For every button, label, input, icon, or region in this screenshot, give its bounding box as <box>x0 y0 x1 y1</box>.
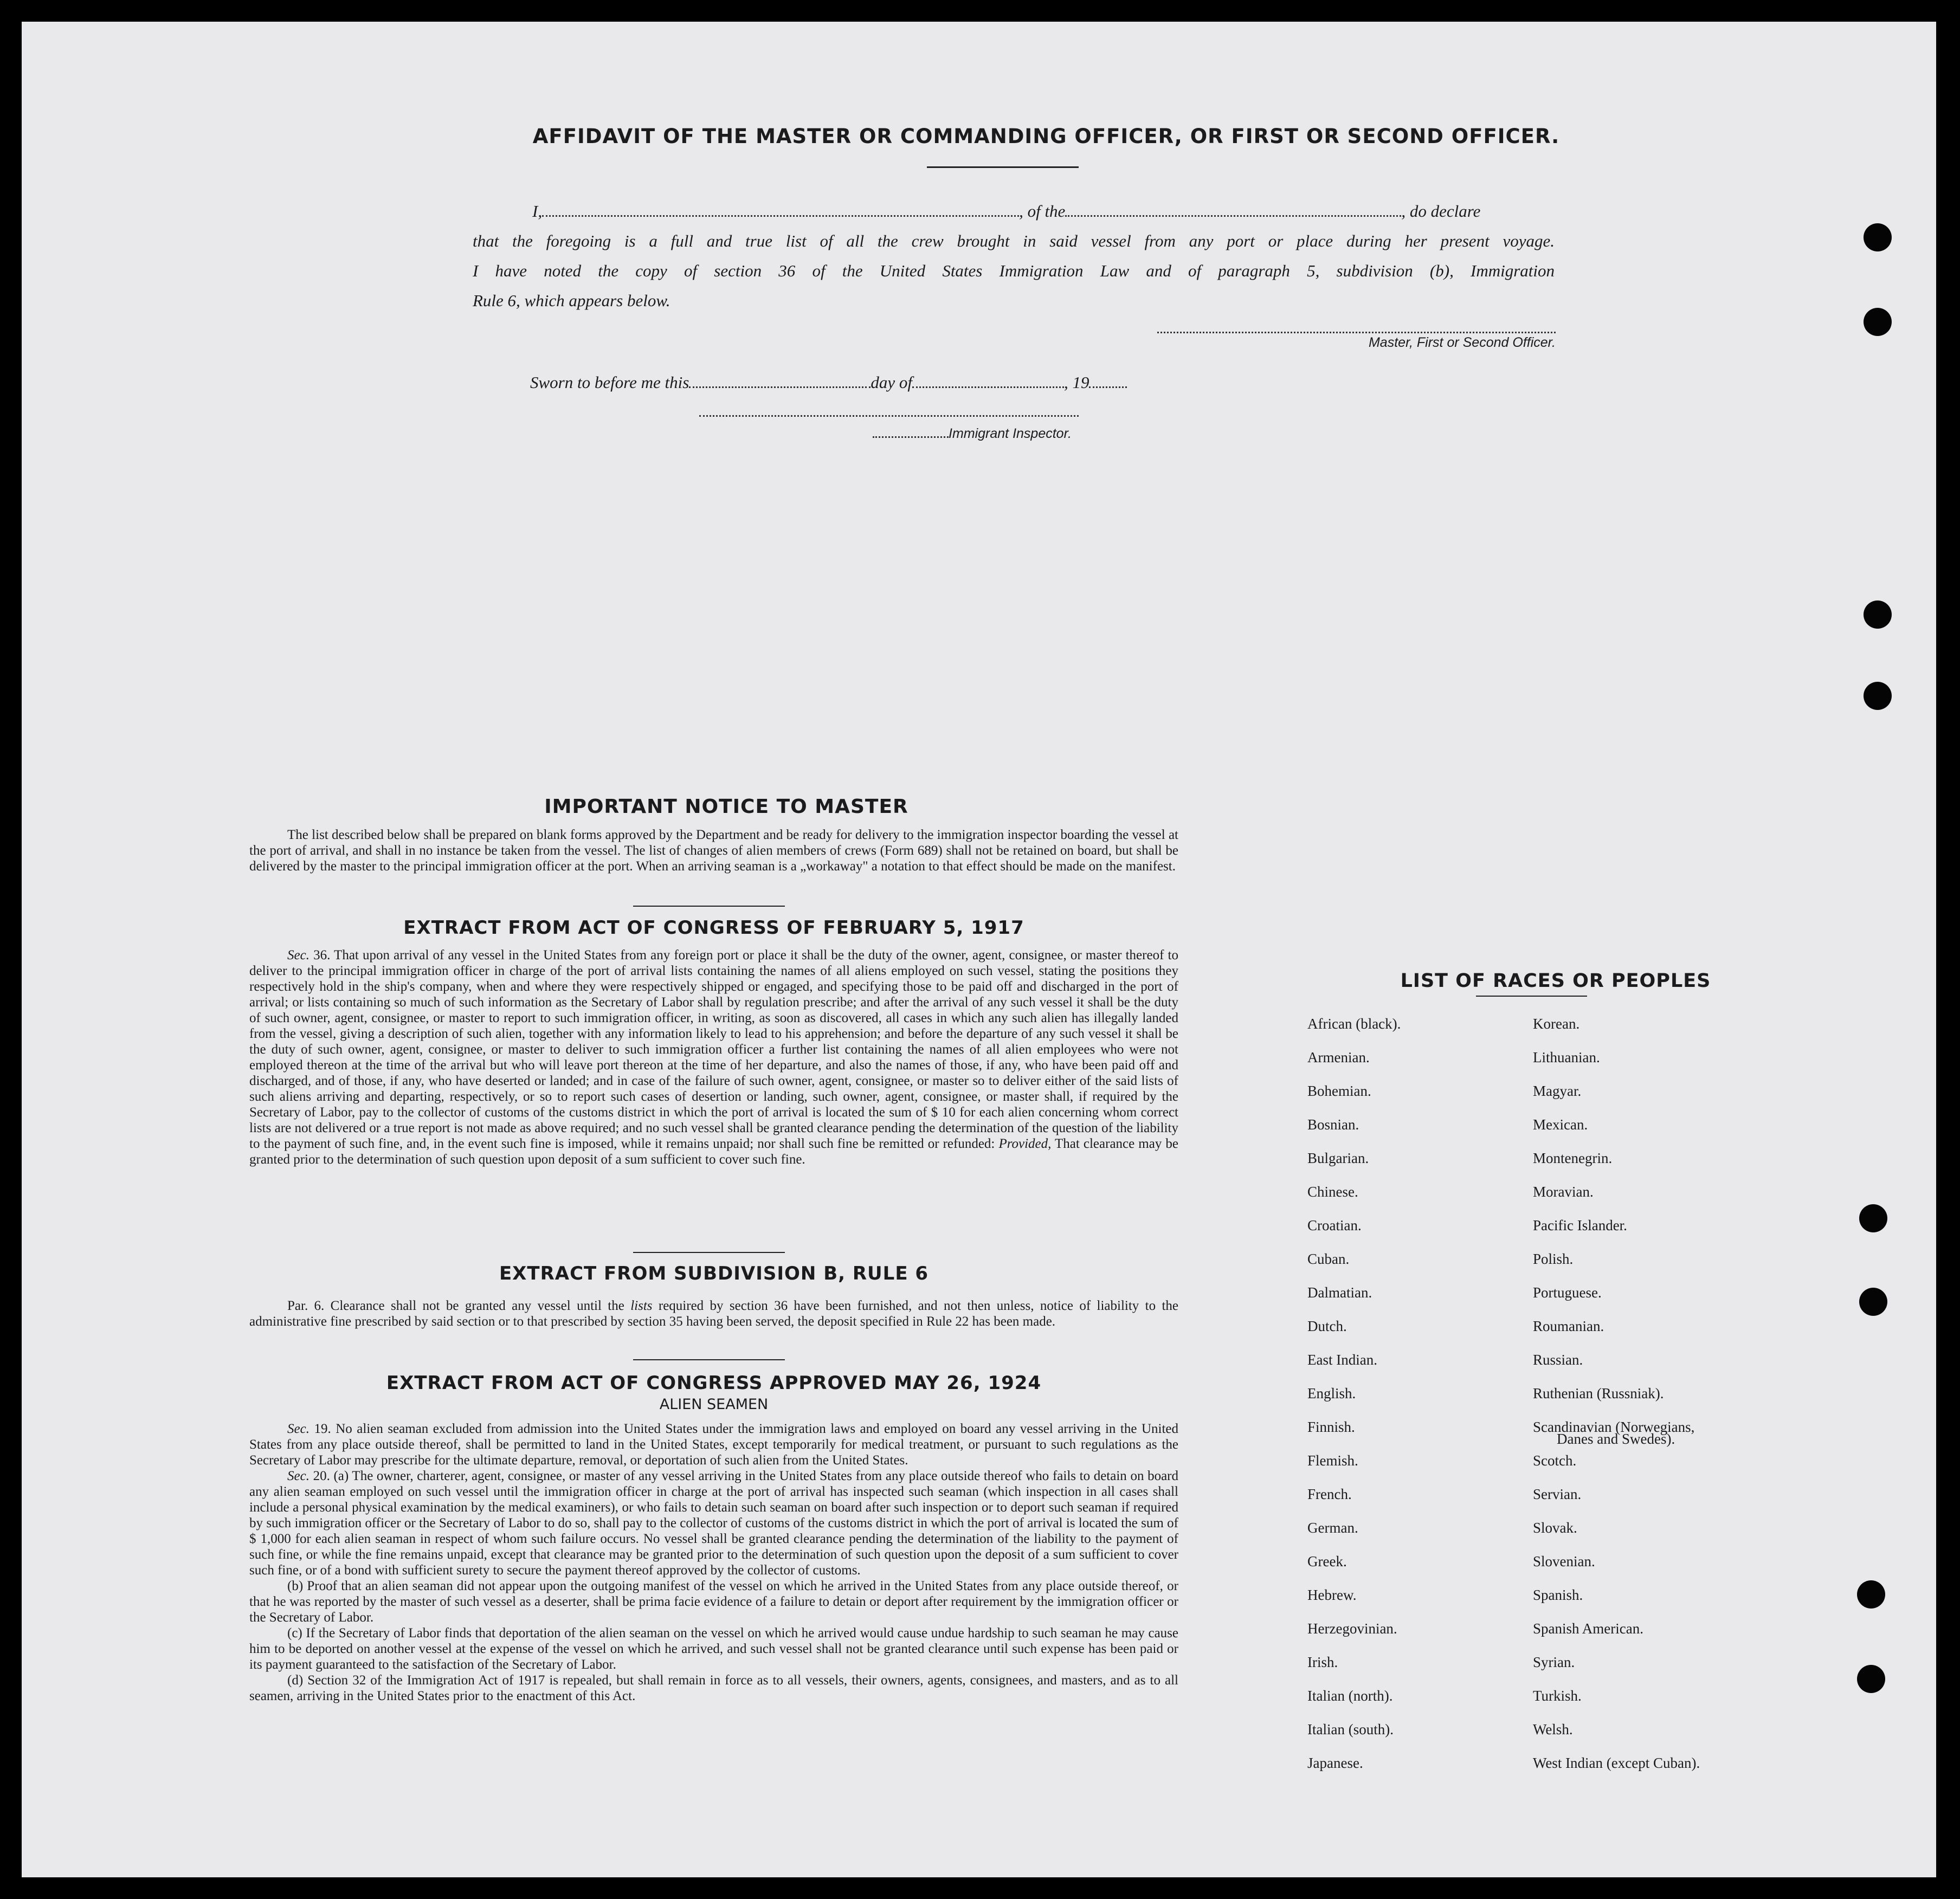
extract-rule6-rule <box>633 1359 785 1360</box>
race-item: Mexican. <box>1533 1116 1588 1133</box>
race-item: Pacific Islander. <box>1533 1217 1627 1233</box>
notice-text: The list described below shall be prepared on blank forms approved by the Department and be ready for delivery to the immigration inspector boarding the vessel at the port of arrival, and shall in no instance be taken from the vessel. The list of changes of alien members of crews (Form 689) shall not be retained on board, but shall be delivered by the master to the principal immigration officer at the port. When an arriving seaman is a „workaway" a notation to that effect should be made on the manifest. <box>249 828 1178 874</box>
race-item: Moravian. <box>1533 1184 1594 1200</box>
race-item: Bulgarian. <box>1307 1150 1369 1166</box>
affidavit-line-4: Rule 6, which appears below. <box>473 291 670 310</box>
race-item: Magyar. <box>1533 1083 1582 1099</box>
binder-hole <box>1859 1204 1887 1232</box>
race-item: Russian. <box>1533 1352 1583 1368</box>
race-item: Portuguese. <box>1533 1284 1602 1301</box>
race-item: Armenian. <box>1307 1049 1370 1065</box>
affidavit-i-label: I, <box>532 202 543 221</box>
races-title-rule <box>1476 996 1587 997</box>
affidavit-title: AFFIDAVIT OF THE MASTER OR COMMANDING OFFICER, OR FIRST OR SECOND OFFICER. <box>532 125 1560 148</box>
race-item: West Indian (except Cuban). <box>1533 1755 1700 1771</box>
race-item: Dutch. <box>1307 1318 1347 1334</box>
extract-1917-title: EXTRACT FROM ACT OF CONGRESS OF FEBRUARY 5, 1917 <box>403 917 1024 939</box>
extract-1924-title: EXTRACT FROM ACT OF CONGRESS APPROVED MAY 26, 1924 <box>386 1372 1042 1394</box>
master-signature-label: Master, First or Second Officer. <box>1368 335 1556 350</box>
binder-hole <box>1857 1665 1885 1693</box>
sec-36-end: That clearance may be granted prior to the determination of such question upon deposit of a sum sufficient to cover such fine. <box>249 1136 1178 1167</box>
lists-label: lists <box>630 1299 653 1313</box>
affidavit-declare-label: , do declare <box>1401 202 1481 221</box>
affidavit-line-2: that the foregoing is a full and true list of all the crew brought in said vessel from any port or place during her present voyage. <box>473 231 1555 250</box>
race-item: Irish. <box>1307 1654 1338 1670</box>
notice-rule <box>633 906 785 907</box>
affidavit-title-rule <box>927 166 1079 168</box>
sworn-day-field[interactable] <box>689 386 871 388</box>
race-item: Chinese. <box>1307 1184 1358 1200</box>
race-item: Spanish American. <box>1533 1620 1643 1637</box>
race-item: Slovenian. <box>1533 1553 1595 1569</box>
race-item: African (black). <box>1307 1016 1401 1032</box>
race-item: Bohemian. <box>1307 1083 1371 1099</box>
race-item: Lithuanian. <box>1533 1049 1600 1065</box>
race-item: Spanish. <box>1533 1587 1583 1603</box>
sec-36-label: Sec. <box>287 948 310 963</box>
extract-rule6-block <box>249 1298 1178 1329</box>
races-title: LIST OF RACES OR PEOPLES <box>1400 970 1711 992</box>
affidavit-line-1 <box>473 196 1555 226</box>
binder-hole <box>1864 600 1892 629</box>
sworn-month-field[interactable] <box>912 386 1064 388</box>
race-item: German. <box>1307 1520 1358 1536</box>
extract-1917-block <box>249 947 1178 1167</box>
inspector-label: Immigrant Inspector. <box>949 426 1072 441</box>
sec-19-label: Sec. <box>287 1422 310 1436</box>
race-item: Japanese. <box>1307 1755 1363 1771</box>
race-item: Korean. <box>1533 1016 1580 1032</box>
race-item: Montenegrin. <box>1533 1150 1613 1166</box>
race-item: Ruthenian (Russniak). <box>1533 1385 1664 1401</box>
race-item: Roumanian. <box>1533 1318 1604 1334</box>
affidavit-of-label: , of the <box>1019 202 1066 221</box>
race-item: Croatian. <box>1307 1217 1362 1233</box>
race-item: Finnish. <box>1307 1419 1355 1435</box>
par6-b: required by section 36 have been furnished, and not then unless, notice of liability to the administrative fine prescribed by said section or to that prescribed by section 35 having been served, the deposit specified in Rule 22 has been made. <box>249 1299 1179 1329</box>
race-item: Italian (north). <box>1307 1688 1393 1704</box>
sworn-label: Sworn to before me this <box>530 373 689 392</box>
sec-19-text <box>249 1421 1178 1468</box>
notice-text-block <box>249 827 1178 874</box>
binder-hole <box>1859 1288 1887 1316</box>
affidavit-body <box>473 196 1555 315</box>
inspector-signature-line[interactable] <box>699 413 1079 417</box>
race-item: Italian (south). <box>1307 1721 1394 1737</box>
day-of-label: day of <box>871 373 912 392</box>
extract-rule6-title: EXTRACT FROM SUBDIVISION B, RULE 6 <box>499 1263 929 1284</box>
sec-20c-text: (c) If the Secretary of Labor finds that deportation of the alien seaman on the vessel on which he arrived would cause undue hardship to such seaman he may cause him to be deported on another vessel at the expense of the vessel on which he arrived, and such vessel shall not be granted clearance until such expense has been paid or its payment guaranteed to the satisfaction of the Secretary of Labor. <box>249 1626 1178 1672</box>
race-item: Welsh. <box>1533 1721 1573 1737</box>
extract-1917-text <box>249 947 1178 1167</box>
document-sheet <box>22 22 1936 1877</box>
declarant-name-field[interactable] <box>542 215 1019 217</box>
vessel-name-field[interactable] <box>1065 215 1401 217</box>
race-item: Greek. <box>1307 1553 1347 1569</box>
par6-a: Par. 6. Clearance shall not be granted any vessel until the <box>287 1299 624 1313</box>
notice-title: IMPORTANT NOTICE TO MASTER <box>544 796 908 818</box>
race-item: Slovak. <box>1533 1520 1577 1536</box>
sec-20b-text: (b) Proof that an alien seaman did not appear upon the outgoing manifest of the vessel on which he arrived in the United States from any place outside thereof, or that he was reported by the master of such vessel as a deserter, shall be prima facie evidence of a failure to detain or deport after requirement by the immigration officer or the Secretary of Labor. <box>249 1579 1178 1625</box>
sworn-year-field[interactable] <box>1089 386 1127 388</box>
race-item: English. <box>1307 1385 1356 1401</box>
sec-20d-text: (d) Section 32 of the Immigration Act of 1917 is repealed, but shall remain in force as to all vessels, their owners, agents, consignees, and masters, and as to all seamen, arriving in the United States prior to the enactment of this Act. <box>249 1673 1178 1703</box>
binder-hole <box>1864 682 1892 710</box>
provided-label: Provided, <box>998 1136 1052 1151</box>
sec-20-label: Sec. <box>287 1469 310 1483</box>
affidavit-line-3: I have noted the copy of section 36 of the United States Immigration Law and of paragraph 5, subdivision (b), Immigration <box>473 261 1555 280</box>
inspector-dots <box>873 436 949 438</box>
sec-20a-body: 20. (a) The owner, charterer, agent, consignee, or master of any vessel arriving in the United States from any place outside thereof who fails to detain on board any alien seaman employed on such vessel until the immigration officer in charge at the port of arrival has inspected such seaman (which inspection in all cases shall include a personal physical examination by the medical examiners), or who fails to detain such seaman on board after such inspection or to deport such seaman if required by such immigration officer or the Secretary of Labor to do so, shall pay to the collector of customs of the customs district in which the port of arrival is located the sum of $ 1,000 for each alien seaman in respect of whom such failure occurs. No vessel shall be granted clearance pending the determination of the liability to the payment of such fine, or while the fine remains unpaid, except that clearance may be granted prior to the determination of such question upon the deposit of a sum sufficient to cover such fine, or of a bond with sufficient surety to secure the payment thereof approved by the collector of customs. <box>249 1469 1178 1578</box>
race-item: Scandinavian (Norwegians, <box>1533 1419 1695 1435</box>
extract-rule6-text <box>249 1298 1178 1329</box>
race-item: Syrian. <box>1533 1654 1575 1670</box>
binder-hole <box>1864 308 1892 336</box>
sworn-line <box>530 373 1127 392</box>
sec-36-body: 36. That upon arrival of any vessel in the United States from any foreign port or place it shall be the duty of the owner, agent, consignee, or master thereof to deliver to the principal immigration officer in charge of the port of arrival lists containing the names of all aliens employed on such vessel, stating the positions they respectively hold in the ship's company, when and where they were respectively shipped or engaged, and specifying those to be paid off and discharged in the port of arrival; or lists containing so much of such information as the Secretary of Labor shall by regulation prescribe; and after the arrival of any such vessel it shall be the duty of such owner, agent, consignee, or master to report to such immigration officer, in writing, as soon as discovered, all cases in which any such alien has illegally landed from the vessel, giving a description of such alien, together with any information likely to lead to his apprehension; and before the departure of any such vessel it shall be the duty of such owner, agent, consignee, or master to deliver to such immigration officer a further list containing the names of all alien employees who were not employed thereon at the time of the arrival but who will leave port thereon at the time of her departure, and also the names of those, if any, who have been paid off and discharged, and of those, if any, who have deserted or landed; and in case of the failure of such owner, agent, consignee, or master so to deliver either of the said lists of such aliens arriving and departing, respectively, or so to report such cases of desertion or landing, such owner, agent, consignee, or master shall, if required by the Secretary of Labor, pay to the collector of customs of the customs district in which the port of arrival is located the sum of $ 10 for each alien concerning whom correct lists are not delivered or a true report is not made as above required; and no such vessel shall be granted clearance pending the determination of the question of the liability to the payment of such fine, and, in the event such fine is imposed, while it remains unpaid; nor shall such fine be remitted or refunded: <box>249 948 1178 1151</box>
extract-1924-block <box>249 1421 1178 1704</box>
extract-1924-subtitle: ALIEN SEAMEN <box>659 1396 769 1413</box>
race-item: East Indian. <box>1307 1352 1377 1368</box>
extract-1917-rule <box>633 1252 785 1253</box>
race-item: Dalmatian. <box>1307 1284 1372 1301</box>
race-item: Servian. <box>1533 1486 1582 1502</box>
race-item: Cuban. <box>1307 1251 1350 1267</box>
race-item: Bosnian. <box>1307 1116 1359 1133</box>
race-item: Flemish. <box>1307 1452 1358 1469</box>
race-item: Turkish. <box>1533 1688 1582 1704</box>
race-item: Scotch. <box>1533 1452 1577 1469</box>
master-signature-line[interactable] <box>1157 330 1556 333</box>
race-item: Hebrew. <box>1307 1587 1357 1603</box>
sec-20a-text <box>249 1468 1178 1578</box>
race-item-continuation: Danes and Swedes). <box>1557 1431 1675 1447</box>
race-item: Herzegovinian. <box>1307 1620 1397 1637</box>
binder-hole <box>1864 223 1892 251</box>
inspector-line <box>873 426 1072 442</box>
race-item: Polish. <box>1533 1251 1574 1267</box>
sec-19-body: 19. No alien seaman excluded from admission into the United States under the immigration laws and employed on board any vessel arriving in the United States from any place outside thereof, shall be permitted to land in the United States, except temporarily for medical treatment, or pursuant to such regulations as the Secretary of Labor may prescribe for the ultimate departure, removal, or deportation of such alien from the United States. <box>249 1422 1178 1468</box>
binder-hole <box>1857 1580 1885 1609</box>
year-label: , 19 <box>1063 373 1089 392</box>
race-item: French. <box>1307 1486 1352 1502</box>
